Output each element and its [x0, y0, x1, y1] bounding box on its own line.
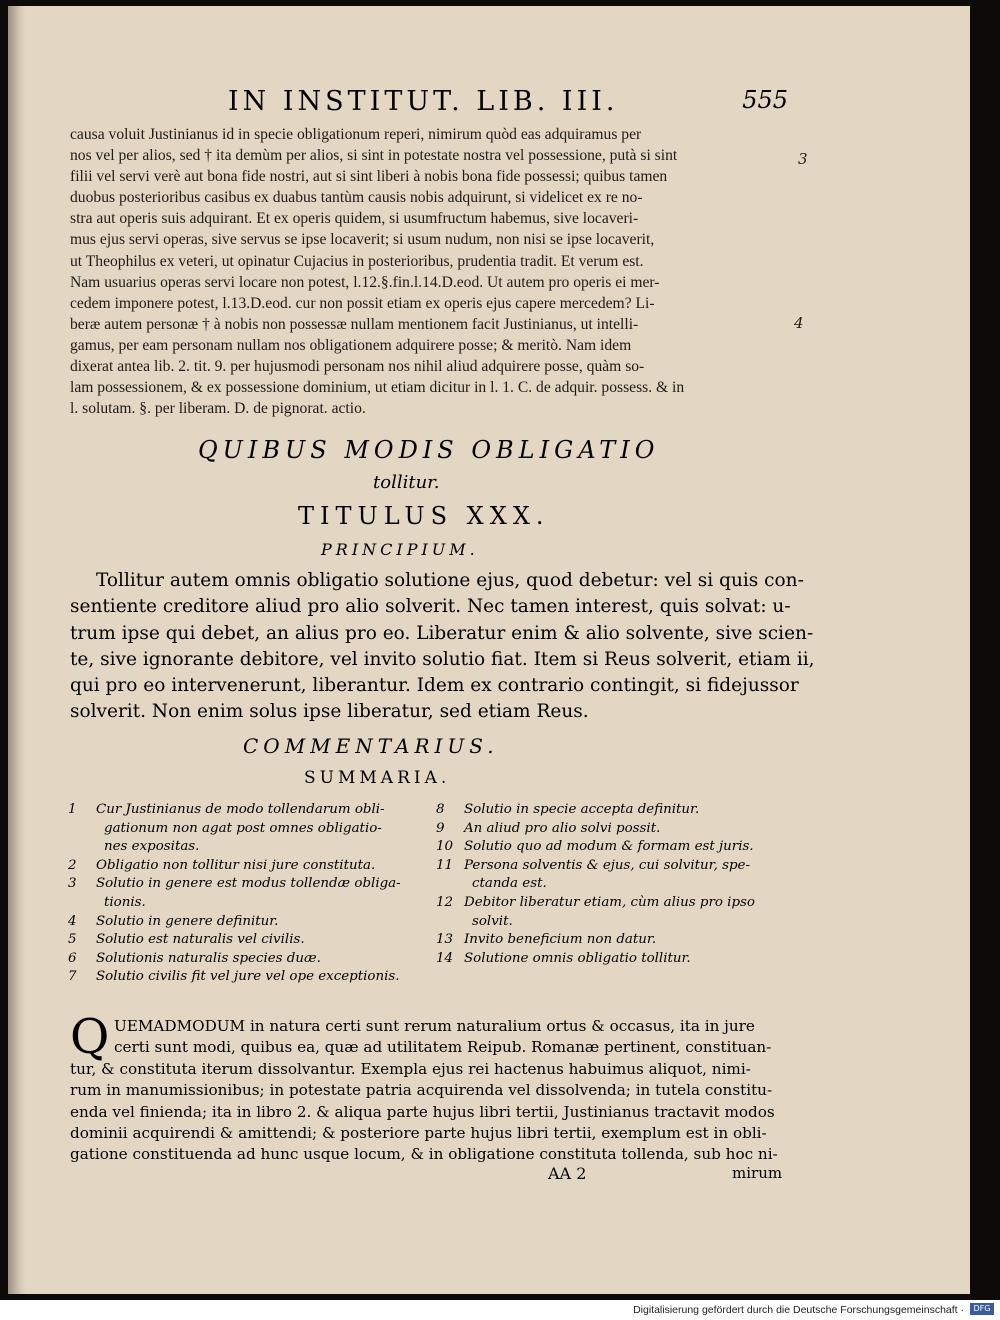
section-subtitle: tollitur.: [373, 472, 440, 493]
text-line: tur, & constituta iterum dissolvantur. Exempla ejus rei hactenus habuimus aliquot, nimi-: [70, 1059, 751, 1078]
page-gutter: [8, 6, 26, 1294]
text-line: stra aut operis suis adquirant. Et ex operis quidem, si usumfructum habemus, sive locaveri-: [70, 210, 639, 228]
summary-text: ctanda est.: [472, 876, 547, 892]
summary-text: Debitor liberatur etiam, cùm alius pro ipso: [464, 894, 755, 910]
text-line: UEMADMODUM in natura certi sunt rerum naturalium ortus & occasus, ita in jure: [114, 1017, 755, 1035]
summary-text: Solutio in genere est modus tollendæ obliga-: [96, 876, 401, 892]
summary-text: Invito beneficium non datur.: [464, 932, 657, 948]
summary-number: 5: [68, 932, 77, 948]
text-line: Tollitur autem omnis obligatio solutione ejus, quod debetur: vel si quis con-: [96, 570, 804, 591]
text-line: cedem imponere potest, l.13.D.eod. cur non possit etiam ex operis ejus capere mercedem? Li-: [70, 294, 655, 312]
summary-number: 7: [68, 969, 77, 985]
text-line: rum in manumissionibus; in potestate patria acquirenda vel dissolvenda; in tutela constitu-: [70, 1081, 773, 1100]
text-line: sentiente creditore aliud pro alio solverit. Nec tamen interest, quis solvat: u-: [70, 596, 791, 618]
funding-note: Digitalisierung gefördert durch die Deutsche Forschungsgemeinschaft ·: [633, 1304, 964, 1316]
summary-item: [436, 801, 796, 820]
summary-text: Solutionis naturalis species duæ.: [96, 950, 321, 966]
summary-item: [436, 875, 796, 894]
summary-number: 6: [68, 950, 77, 966]
summary-number: 12: [436, 894, 454, 910]
summary-number: [68, 820, 96, 839]
text-line: te, sive ignorante debitore, vel invito solutio fiat. Item si Reus solverit, etiam ii,: [70, 648, 815, 670]
text-line: dominii acquirendi & amittendi; & posteriore parte hujus libri tertii, exemplum est in obli-: [70, 1124, 767, 1143]
summary-item: [68, 968, 418, 987]
summary-item: [436, 857, 796, 876]
summary-number: [68, 838, 96, 857]
footer-bar: [0, 1300, 1000, 1320]
summaria-heading: SUMMARIA.: [304, 768, 451, 788]
commentary-text: [70, 1009, 790, 1166]
summary-text: Persona solventis & ejus, cui solvitur, spe-: [464, 857, 750, 873]
summary-text: Solutio in genere definitur.: [96, 913, 279, 929]
summary-number: 2: [68, 857, 77, 873]
summary-text: solvit.: [472, 913, 513, 929]
text-line: dixerat antea lib. 2. tit. 9. per hujusmodi personam nos nihil aliud adquirere posse, quàm so-: [70, 358, 645, 376]
text-line: mus ejus servi operas, sive servus se ipse locaverit; si usum nudum, non nisi se ipse locaverit,: [70, 231, 655, 249]
book-page: [8, 6, 970, 1294]
summary-item: [436, 820, 796, 839]
summary-item: [68, 894, 418, 913]
top-paragraph: [70, 124, 790, 419]
summary-text: Solutio in specie accepta definitur.: [464, 802, 700, 817]
titulus-heading: TITULUS XXX.: [298, 502, 550, 530]
summary-item: [436, 950, 796, 969]
summary-text: tionis.: [104, 894, 146, 910]
summary-text: Solutio quo ad modum & formam est juris.: [464, 839, 754, 855]
summary-number: [68, 894, 96, 913]
summary-number: 8: [436, 802, 445, 817]
summaria-left-column: [68, 801, 418, 987]
summary-number: 13: [436, 932, 454, 948]
summary-text: Obligatio non tollitur nisi jure constituta.: [96, 857, 376, 873]
text-line: beræ autem personæ † à nobis non possessæ nullam mentionem facit Justinianus, ut intelli-: [70, 315, 639, 333]
signature-mark: AA 2: [548, 1164, 587, 1183]
text-line: qui pro eo intervenerunt, liberantur. Idem ex contrario contingit, si fidejussor: [70, 675, 799, 697]
summary-item: [68, 931, 418, 950]
summary-item: [68, 875, 418, 894]
summary-item: [68, 838, 418, 857]
catchword: mirum: [732, 1164, 783, 1182]
summary-item: [68, 820, 418, 839]
margin-number: 3: [798, 150, 808, 168]
principium-text: [70, 568, 815, 726]
text-line: solverit. Non enim solus ipse liberatur, sed etiam Reus.: [70, 701, 589, 723]
summary-item: [436, 913, 796, 932]
summary-number: 9: [436, 820, 445, 836]
summary-number: [436, 875, 464, 894]
running-title: IN INSTITUT. LIB. III.: [228, 86, 619, 117]
summary-item: [68, 950, 418, 969]
summary-text: Solutio est naturalis vel civilis.: [96, 932, 305, 948]
principium-heading: PRINCIPIUM.: [321, 540, 479, 559]
summary-item: [436, 838, 796, 857]
summary-text: Solutione omnis obligatio tollitur.: [464, 950, 691, 966]
text-line: gamus, per eam personam nullam nos obligationem adquirere posse; & meritò. Nam idem: [70, 336, 632, 354]
text-line: ut Theophilus ex veteri, ut opinatur Cujacius in posterioribus, prudentia tradit. Et verum est.: [70, 252, 644, 270]
summary-text: An aliud pro alio solvi possit.: [464, 820, 661, 836]
text-line: gatione constituenda ad hunc usque locum, & in obligatione constituta tollenda, sub hoc ni-: [70, 1145, 778, 1164]
summaria-right-column: [436, 801, 796, 968]
text-line: trum ipse qui debet, an alius pro eo. Liberatur enim & alio solvente, sive scien-: [70, 622, 814, 644]
commentarius-heading: COMMENTARIUS.: [243, 734, 499, 758]
drop-cap: Q: [70, 1009, 110, 1065]
margin-number: 4: [794, 314, 804, 332]
summary-number: 10: [436, 839, 454, 855]
summary-item: [68, 857, 418, 876]
summary-number: 11: [436, 857, 454, 873]
text-line: lam possessionem, & ex possessione dominium, ut etiam dicitur in l. 1. C. de adquir. possess. & in: [70, 379, 685, 397]
summary-number: 4: [68, 913, 77, 929]
summary-text: Cur Justinianus de modo tollendarum obli-: [96, 802, 385, 817]
summary-text: nes expositas.: [104, 839, 200, 855]
summary-number: 3: [68, 876, 77, 892]
dfg-logo: DFG: [970, 1303, 994, 1315]
section-title: QUIBUS MODIS OBLIGATIO: [198, 436, 660, 464]
summary-number: 14: [436, 950, 454, 966]
text-line: certi sunt modi, quibus ea, quæ ad utilitatem Reipub. Romanæ pertinent, constituan-: [114, 1038, 772, 1057]
summary-number: [436, 913, 464, 932]
summary-text: Solutio civilis fit vel jure vel ope exceptionis.: [96, 969, 400, 985]
summary-item: [68, 801, 418, 820]
text-line: l. solutam. §. per liberam. D. de pignorat. actio.: [70, 400, 366, 418]
summary-item: [68, 913, 418, 932]
text-line: filii vel servi verè aut bona fide nostri, aut si sint liberi à nobis bona fide possessi; quibus tamen: [70, 168, 668, 186]
summary-text: gationum non agat post omnes obligatio-: [104, 820, 382, 836]
text-line: Nam usuarius operas servi locare non potest, l.12.§.fin.l.14.D.eod. Ut autem pro operis ei mer-: [70, 273, 660, 291]
text-line: enda vel finienda; ita in libro 2. & aliqua parte hujus libri tertii, Justinianus tractavit modos: [70, 1102, 775, 1121]
page-number: 555: [742, 86, 788, 114]
summary-item: [436, 894, 796, 913]
text-line: nos vel per alios, sed † ita demùm per alios, si sint in potestate nostra vel possessione, putà si sint: [70, 147, 678, 165]
summary-number: 1: [68, 802, 77, 817]
summary-item: [436, 931, 796, 950]
text-line: causa voluit Justinianus id in specie obligationum reperi, nimirum quòd eas adquiramus per: [70, 126, 642, 143]
running-header: [228, 86, 788, 122]
text-line: duobus posterioribus casibus ex duabus tantùm causis nobis adquirunt, si videlicet ex re no-: [70, 189, 643, 207]
